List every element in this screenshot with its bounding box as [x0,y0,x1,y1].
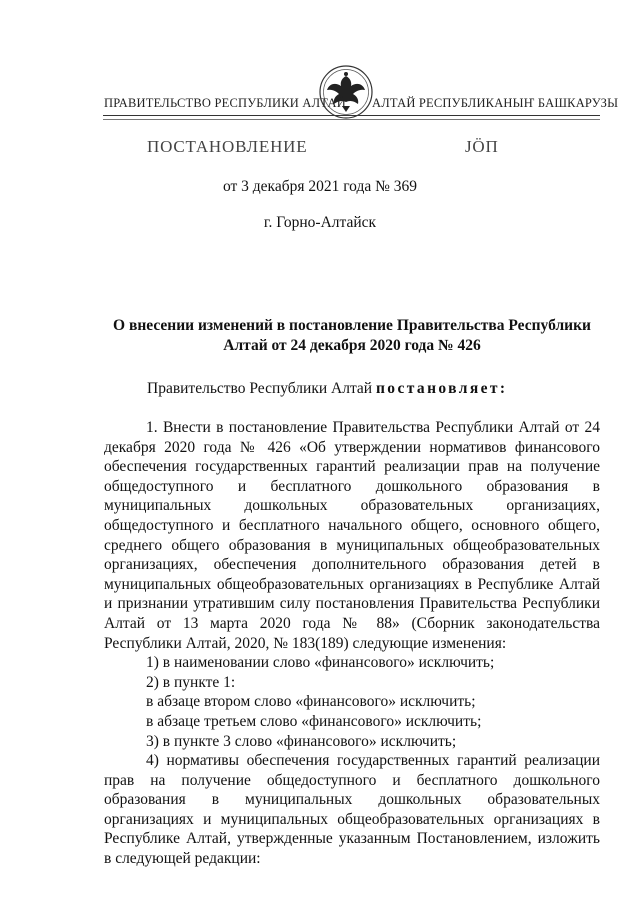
preamble-subject: Правительство Республики Алтай [147,380,373,397]
header-rule-thick [103,115,600,116]
document-city: г. Горно-Алтайск [263,214,377,231]
preamble [147,380,507,398]
paragraph-1: 1. Внести в постановление Правительства Республики Алтай от 24 декабря 2020 года № 426 «Об утверждении нормативов финансового обеспечения государственных гарантий реализации прав на получение общедоступного и бесплатного дошкольного образования в муниципальных дошкольных образовательных организациях, общедоступного и бесплатного начального общего, основного общего, среднего общего образования в муниципальных общеобразовательных организациях, обеспечения дополнительного образования детей в муниципальных общеобразовательных организациях в Республике Алтай и признании утратившим силу постановления Правительства Республики Алтай от 13 марта 2020 года № 88» (Сборник законодательства Республики Алтай, 2020, № 183(189) следующие изменения: [104,419,600,652]
document-date-number: от 3 декабря 2021 года № 369 [222,178,418,195]
subitem-2-para-3: в абзаце третьем слово «финансового» исключить; [146,712,482,730]
subitem-2-para-2: в абзаце втором слово «финансового» исключить; [146,693,476,711]
subitem-2: 2) в пункте 1: [146,673,236,691]
subitem-3: 3) в пункте 3 слово «финансового» исключить; [146,732,457,750]
subitem-4: 4) нормативы обеспечения государственных гарантий реализации прав на получение общедоступного и бесплатного дошкольного образования в муниципальных дошкольных образовательных организациях и муниципальных общеобразовательных организациях в Республике Алтай, утвержденные указанным Постановлением, изложить в следующей редакции: [104,752,600,868]
doc-type-altai: ЈӦП [465,137,499,156]
government-name-russian: ПРАВИТЕЛЬСТВО РЕСПУБЛИКИ АЛТАЙ [104,96,346,110]
document-body [104,418,600,869]
eagle-emblem-icon [318,62,374,122]
government-name-altai: АЛТАЙ РЕСПУБЛИКАНЫҤ БАШКАРУЗЫ [372,96,619,110]
document-title: О внесении изменений в постановление Правительства Республики Алтай от 24 декабря 2020 года № 426 [113,317,591,354]
subitem-1: 1) в наименовании слово «финансового» исключить; [146,654,495,672]
doc-type-russian: ПОСТАНОВЛЕНИЕ [147,137,308,156]
header-rule-thin [103,119,600,120]
preamble-verb: постановляет: [375,380,508,397]
